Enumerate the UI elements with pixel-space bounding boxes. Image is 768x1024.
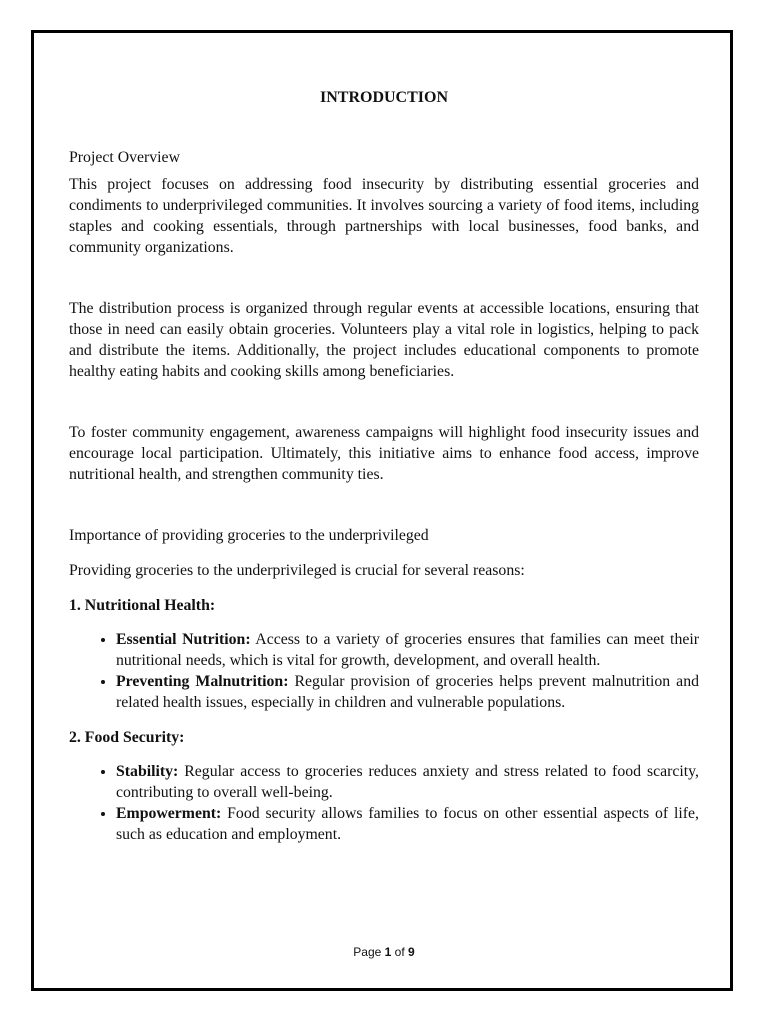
paragraph: The distribution process is organized through regular events at accessible locations, ensuring that those in need can easily obtain groceries. Volunteers play a vital role in logistics, helping to pack and distribute the items. Additionally, the project includes educational components to promote healthy eating habits and cooking skills among beneficiaries.	[69, 300, 699, 380]
importance-intro: Providing groceries to the underprivileged is crucial for several reasons:	[69, 562, 525, 579]
list-item-term: Stability:	[116, 763, 179, 780]
list-item-text: Food security allows families to focus on other essential aspects of life, such as education and employment.	[116, 805, 699, 843]
list-item-term: Empowerment:	[116, 805, 222, 822]
page-word: Page	[353, 945, 382, 959]
list-item	[116, 761, 699, 803]
section-heading: 2. Food Security:	[69, 729, 185, 746]
overview-heading: Project Overview	[69, 149, 180, 166]
list-item-text: Access to a variety of groceries ensures that families can meet their nutritional needs, which is vital for growth, development, and overall health.	[116, 631, 699, 669]
list-item	[116, 629, 699, 671]
list-item	[116, 803, 699, 845]
bullet-list	[69, 761, 699, 845]
list-item-text: Regular provision of groceries helps prevent malnutrition and related health issues, especially in children and vulnerable populations.	[116, 673, 699, 711]
document-body	[69, 87, 699, 845]
document-title: INTRODUCTION	[319, 89, 448, 106]
paragraph: To foster community engagement, awareness campaigns will highlight food insecurity issues and encourage local participation. Ultimately, this initiative aims to enhance food access, improve nutritional health, and strengthen community ties.	[69, 424, 699, 483]
current-page-number: 1	[384, 945, 392, 959]
importance-heading: Importance of providing groceries to the underprivileged	[69, 527, 429, 544]
list-item-text: Regular access to groceries reduces anxiety and stress related to food scarcity, contributing to overall well-being.	[116, 763, 699, 801]
section-heading: 1. Nutritional Health:	[69, 597, 216, 614]
total-pages-number: 9	[408, 945, 415, 959]
page-footer	[0, 945, 768, 959]
of-word: of	[394, 945, 405, 959]
list-item-term: Essential Nutrition:	[116, 631, 251, 648]
list-item	[116, 671, 699, 713]
bullet-list	[69, 629, 699, 713]
paragraph: This project focuses on addressing food insecurity by distributing essential groceries and condiments to underprivileged communities. It involves sourcing a variety of food items, including staples and cooking essentials, through partnerships with local businesses, food banks, and community organizations.	[69, 176, 699, 256]
list-item-term: Preventing Malnutrition:	[116, 673, 289, 690]
